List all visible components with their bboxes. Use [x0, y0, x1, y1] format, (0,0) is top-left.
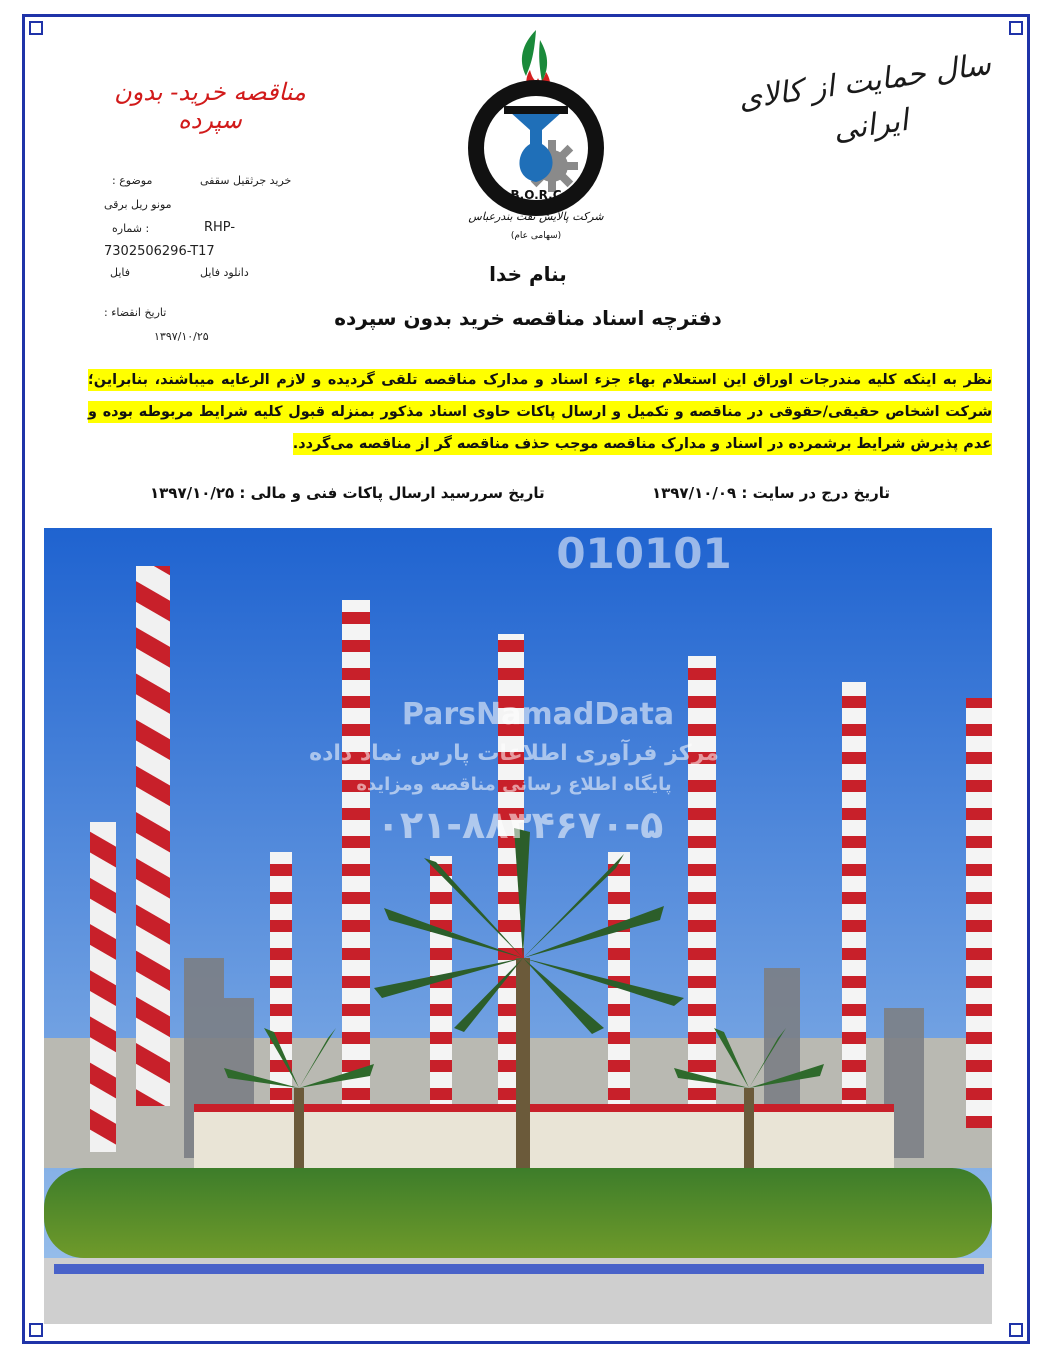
watermark-phone: ۰۲۱-۸۸۳۴۶۷۰-۵	[376, 803, 664, 847]
smokestack	[342, 600, 370, 1120]
border-corner	[1009, 21, 1023, 35]
smokestack	[688, 656, 716, 1126]
refinery-photo	[44, 528, 992, 1324]
subject-label: موضوع :	[112, 174, 153, 187]
smokestack	[966, 698, 992, 1128]
watermark-line2: پایگاه اطلاع رسانی مناقصه ومزایده	[356, 774, 672, 795]
smokestack	[842, 682, 866, 1122]
hedge	[44, 1168, 992, 1258]
expiry-value: ۱۳۹۷/۱۰/۲۵	[154, 330, 209, 343]
date-deadline: تاریخ سررسید ارسال پاکات فنی و مالی : ۱۳۹۷/۱۰/۲۵	[150, 484, 545, 502]
number-value: RHP-	[204, 220, 236, 235]
border-corner	[29, 1323, 43, 1337]
tender-title: مناقصه خرید- بدون سپرده	[114, 78, 306, 134]
company-logo	[444, 26, 634, 256]
subject-value-line2: مونو ریل برقی	[104, 198, 172, 211]
file-download-link[interactable]: دانلود فایل	[200, 266, 249, 279]
watermark-binary: 010101	[556, 529, 732, 578]
smokestack	[608, 852, 630, 1132]
file-label: فایل	[110, 266, 131, 279]
smokestack	[90, 822, 116, 1152]
date-posted: تاریخ درج در سایت : ۱۳۹۷/۱۰/۰۹	[651, 484, 890, 502]
logo-company-name: شرکت پالایش نفت بندرعباس	[468, 210, 604, 223]
number-value-line2: 7302506296-T17	[104, 244, 215, 259]
number-label: : شماره	[112, 222, 150, 235]
watermark-line1: مرکز فرآوری اطلاعات پارس نماد داده	[309, 741, 719, 766]
smokestack	[136, 566, 170, 1106]
logo-subtitle: (سهامی عام)	[510, 231, 562, 241]
watermark-brand: ParsNamadData	[401, 697, 675, 732]
logo-abbrev: B.O.R.C	[510, 188, 562, 202]
expiry-label: تاریخ انقضاء :	[104, 306, 167, 319]
smokestack	[430, 856, 452, 1136]
dates-row	[150, 484, 890, 512]
subject-value: خرید جرثقیل سقفی	[200, 174, 292, 187]
document-title: دفترچه اسناد مناقصه خرید بدون سپرده	[334, 306, 722, 330]
year-slogan: سال حمایت از کالای ایرانی	[736, 46, 994, 148]
border-corner	[1009, 1323, 1023, 1337]
notice-paragraph	[88, 364, 992, 460]
border-corner	[29, 21, 43, 35]
bismillah-heading: بنام خدا	[489, 262, 567, 286]
notice-text: نظر به اینکه کلیه مندرجات اوراق این استعلام بهاء جزء اسناد و مدارک مناقصه تلقی گردیده و لازم الرعایه میباشند، بنابراین؛ شرکت اشخاص حقیقی/حقوقی در مناقصه و تکمیل و ارسال پاکات حاوی اسناد مذکور بمنزله قبول کلیه شرایط مربوطه بوده و عدم پذیرش شرایط برشمرده در اسناد و مدارک مناقصه موجب حذف مناقصه گر از مناقصه می‌گردد.	[88, 369, 992, 455]
